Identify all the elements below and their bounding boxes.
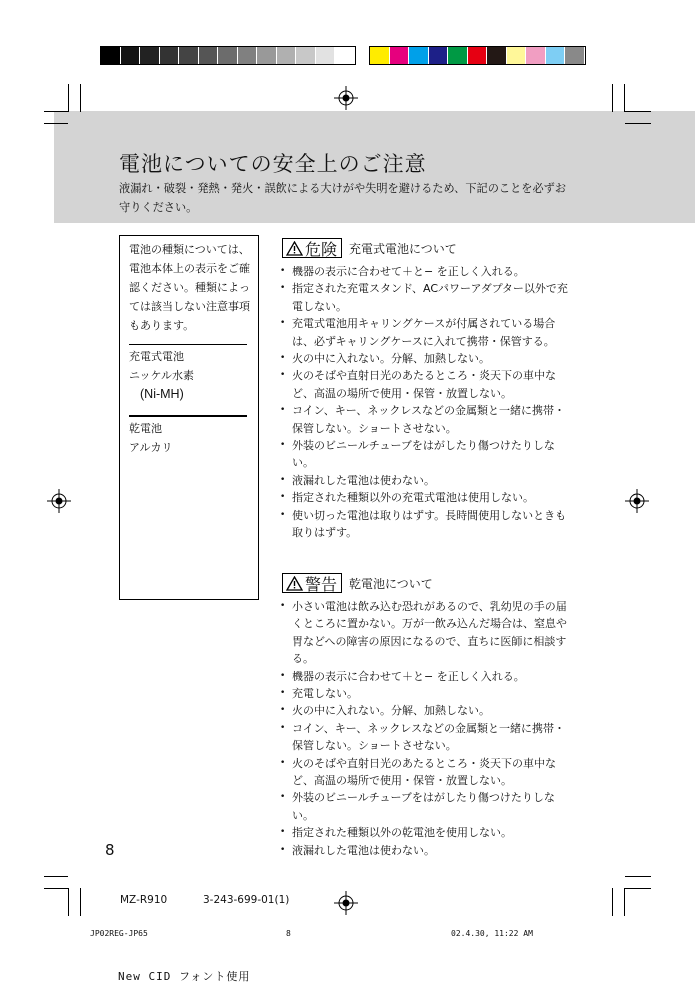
color-swatch (565, 47, 585, 64)
gray-swatch (140, 47, 160, 64)
page-subtitle: 液漏れ・破裂・発熱・発火・誤飲による大けがや失明を避けるため、下記のことを必ずお守りください。 (119, 182, 567, 214)
list-item: • 液漏れした電池は使わない。 (282, 842, 574, 859)
warning-triangle-icon (286, 241, 303, 256)
list-item: • 指定された種類以外の乾電池を使用しない。 (282, 824, 574, 841)
gray-swatch (101, 47, 121, 64)
registration-mark-right (625, 489, 649, 513)
battery-type-note: 電池の種類については、電池本体上の表示をご確認ください。種類によっては該当しない注意事項もあります。 (129, 243, 250, 332)
gray-swatch (277, 47, 297, 64)
color-swatch (507, 47, 527, 64)
list-item: • コイン、キー、ネックレスなどの金属類と一緒に携帯・保管しない。ショートさせない。 (282, 720, 574, 755)
list-item: • 火のそばや直射日光のあたるところ・炎天下の車中など、高温の場所で使用・保管・放置しない。 (282, 367, 574, 402)
part-number: 3-243-699-01(1) (203, 894, 290, 906)
slug-page: 8 (286, 929, 291, 938)
list-item: • 機器の表示に合わせて＋と− を正しく入れる。 (282, 263, 574, 280)
color-swatch (526, 47, 546, 64)
list-item: • 充電式電池用キャリングケースが付属されている場合は、必ずキャリングケースに入れて携帯・保管する。 (282, 315, 574, 350)
list-item: • 火のそばや直射日光のあたるところ・炎天下の車中など、高温の場所で使用・保管・放置しない。 (282, 755, 574, 790)
rechargeable-label: 充電式電池 (129, 350, 184, 363)
gray-swatch (296, 47, 316, 64)
warning-label: 警告 (305, 574, 338, 594)
danger-label-box (282, 238, 342, 258)
slug-filename: JP02REG-JP65 (90, 929, 148, 938)
warning-section (282, 572, 582, 859)
list-item: • 外装のビニールチューブをはがしたり傷つけたりしない。 (282, 789, 574, 824)
registration-mark-bottom (334, 891, 358, 915)
infobox-divider (129, 344, 247, 345)
gray-swatch (335, 47, 355, 64)
list-item: • 指定された種類以外の充電式電池は使用しない。 (282, 489, 574, 506)
danger-list (282, 263, 574, 542)
warning-title: 乾電池について (349, 576, 433, 591)
gray-swatch (160, 47, 180, 64)
list-item: • 外装のビニールチューブをはがしたり傷つけたりしない。 (282, 437, 574, 472)
list-item: • 使い切った電池は取りはずす。長時間使用しないときも取りはずす。 (282, 507, 574, 542)
dry-type-group (129, 419, 173, 457)
gray-swatch (121, 47, 141, 64)
gray-swatch (179, 47, 199, 64)
warning-label-box (282, 573, 342, 593)
registration-mark-left (47, 489, 71, 513)
alkaline-label: アルカリ (129, 441, 173, 454)
infobox-divider (129, 415, 247, 417)
list-item: • 指定された充電スタンド、ACパワーアダプター以外で充電しない。 (282, 280, 574, 315)
color-swatch (546, 47, 566, 64)
model-name: MZ-R910 (120, 894, 168, 906)
list-item: • 充電しない。 (282, 685, 574, 702)
page-title: 電池についての安全上のご注意 (119, 152, 427, 176)
registration-mark-top (334, 86, 358, 110)
rechargeable-type-group (129, 347, 194, 404)
gray-swatch (238, 47, 258, 64)
dry-battery-label: 乾電池 (129, 422, 162, 435)
color-swatch (390, 47, 410, 64)
warning-triangle-icon (286, 576, 303, 591)
color-swatch (429, 47, 449, 64)
danger-label: 危険 (305, 239, 338, 259)
color-swatch (370, 47, 390, 64)
color-swatch (448, 47, 468, 64)
warning-list (282, 598, 574, 859)
list-item: • コイン、キー、ネックレスなどの金属類と一緒に携帯・保管しない。ショートさせない。 (282, 402, 574, 437)
list-item: • 火の中に入れない。分解、加熱しない。 (282, 702, 574, 719)
nickel-hydride-label: ニッケル水素 (129, 369, 195, 382)
danger-section (282, 237, 582, 542)
gray-swatch (257, 47, 277, 64)
font-note: New CID フォント使用 (118, 970, 251, 983)
battery-type-infobox (119, 235, 259, 600)
list-item: • 小さい電池は飲み込む恐れがあるので、乳幼児の手の届くところに置かない。万が一飲み込んだ場合は、窒息や胃などへの障害の原因になるので、直ちに医師に相談する。 (282, 598, 574, 668)
list-item: • 火の中に入れない。分解、加熱しない。 (282, 350, 574, 367)
slug-timestamp: 02.4.30, 11:22 AM (451, 929, 533, 938)
color-calibration-bar (369, 46, 586, 65)
gray-swatch (218, 47, 238, 64)
color-swatch (487, 47, 507, 64)
list-item: • 機器の表示に合わせて＋と− を正しく入れる。 (282, 668, 574, 685)
danger-title: 充電式電池について (349, 241, 457, 256)
gray-calibration-bar (100, 46, 356, 65)
color-swatch (409, 47, 429, 64)
page-number: 8 (105, 841, 115, 859)
gray-swatch (316, 47, 336, 64)
gray-swatch (199, 47, 219, 64)
list-item: • 液漏れした電池は使わない。 (282, 472, 574, 489)
color-swatch (468, 47, 488, 64)
nimh-label: (Ni-MH) (140, 387, 184, 401)
